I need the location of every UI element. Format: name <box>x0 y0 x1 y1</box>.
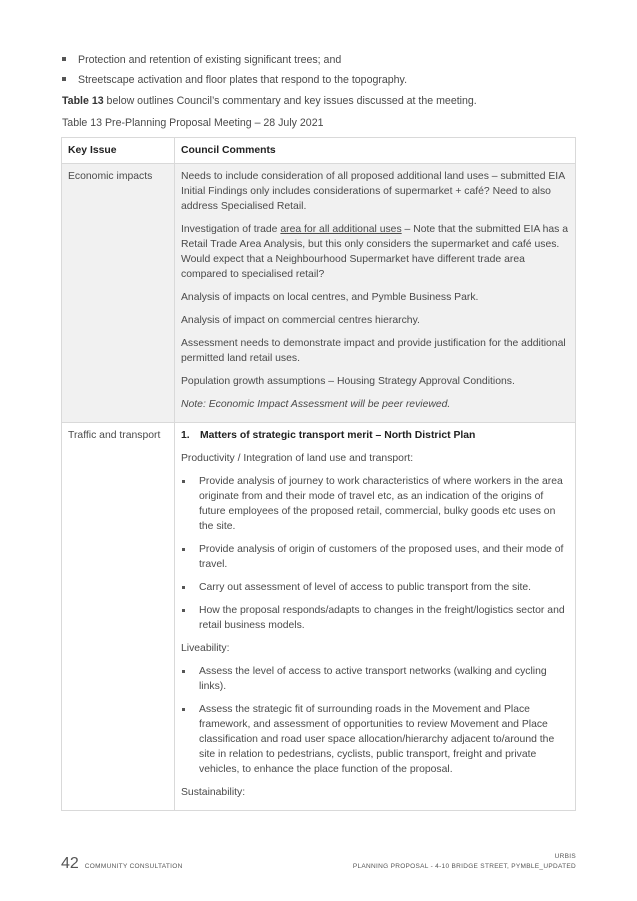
table-row <box>62 164 576 423</box>
key-issue-cell: Traffic and transport <box>62 423 175 811</box>
column-header-key-issue: Key Issue <box>62 138 175 164</box>
footer-right <box>353 852 576 872</box>
bullet-item: Provide analysis of journey to work characteristics of where workers in the area originate from and their mode of travel etc, as an indication of the origins of future employees of the proposed retail, commercial, bulky goods etc uses on the site. <box>181 474 569 534</box>
comment-paragraph: Analysis of impact on commercial centres hierarchy. <box>181 315 420 326</box>
page-number: 42 <box>61 855 79 872</box>
square-bullet-icon <box>62 77 66 81</box>
key-issues-table <box>61 137 576 811</box>
footer-left <box>61 855 183 873</box>
bullet-item: Assess the strategic fit of surrounding roads in the Movement and Place framework, and assessment of opportunities to review Movement and Place classification and road user space allocation/hierarchy adjacent to/around the site in relation to pedestrians, cyclists, public transport, freight and private vehicles, to enhance the place function of the proposal. <box>181 702 569 777</box>
table-reference: Table 13 <box>62 95 104 107</box>
subheading: Sustainability: <box>181 787 246 798</box>
intro-paragraph: Table 13 below outlines Council’s commentary and key issues discussed at the meeting. <box>62 95 477 107</box>
company-name: URBIS <box>554 853 576 860</box>
bullet-item: Carry out assessment of level of access to public transport from the site. <box>181 580 569 595</box>
key-issue-cell: Economic impacts <box>62 164 175 423</box>
numbered-heading: 1. Matters of strategic transport merit – North District Plan <box>181 430 476 441</box>
square-bullet-icon <box>182 548 185 551</box>
comment-paragraph: Analysis of impacts on local centres, and Pymble Business Park. <box>181 292 479 303</box>
subheading: Productivity / Integration of land use and transport: <box>181 453 414 464</box>
bullet-item: Streetscape activation and floor plates that respond to the topography. <box>62 73 407 87</box>
document-title: PLANNING PROPOSAL - 4-10 BRIDGE STREET, PYMBLE_UPDATED <box>352 863 576 870</box>
table-caption: Table 13 Pre-Planning Proposal Meeting – 28 July 2021 <box>62 117 324 129</box>
table-row <box>62 423 576 811</box>
underlined-text: area for all additional uses <box>280 224 402 235</box>
comment-paragraph: Population growth assumptions – Housing Strategy Approval Conditions. <box>181 376 515 387</box>
table-header-row <box>62 138 576 164</box>
council-comments-cell <box>175 164 576 423</box>
subheading: Liveability: <box>181 643 230 654</box>
square-bullet-icon <box>182 586 185 589</box>
comment-paragraph: Assessment needs to demonstrate impact and provide justification for the additional permitted land retail uses. <box>181 338 566 364</box>
comment-paragraph: Investigation of trade area for all additional uses – Note that the submitted EIA has a Retail Trade Area Analysis, but this only considers the supermarket and café uses. Would expect that a Neighbourhood Supermarket have different trade area compared to specialised retail? <box>181 224 569 280</box>
square-bullet-icon <box>182 609 185 612</box>
section-name: COMMUNITY CONSULTATION <box>84 863 183 870</box>
bullet-item: Provide analysis of origin of customers of the proposed uses, and their mode of travel. <box>181 542 569 572</box>
bullet-item: Protection and retention of existing significant trees; and <box>62 53 341 67</box>
comment-note: Note: Economic Impact Assessment will be peer reviewed. <box>181 399 451 410</box>
bullet-item: How the proposal responds/adapts to changes in the freight/logistics sector and retail business models. <box>181 603 569 633</box>
square-bullet-icon <box>182 708 185 711</box>
bullet-item: Assess the level of access to active transport networks (walking and cycling links). <box>181 664 569 694</box>
square-bullet-icon <box>182 670 185 673</box>
square-bullet-icon <box>62 57 66 61</box>
column-header-council-comments: Council Comments <box>175 138 576 164</box>
comment-paragraph: Needs to include consideration of all proposed additional land uses – submitted EIA Initial Findings only includes considerations of supermarket + café? Need to also address Specialised Retail. <box>181 171 565 212</box>
square-bullet-icon <box>182 480 185 483</box>
council-comments-cell <box>175 423 576 811</box>
